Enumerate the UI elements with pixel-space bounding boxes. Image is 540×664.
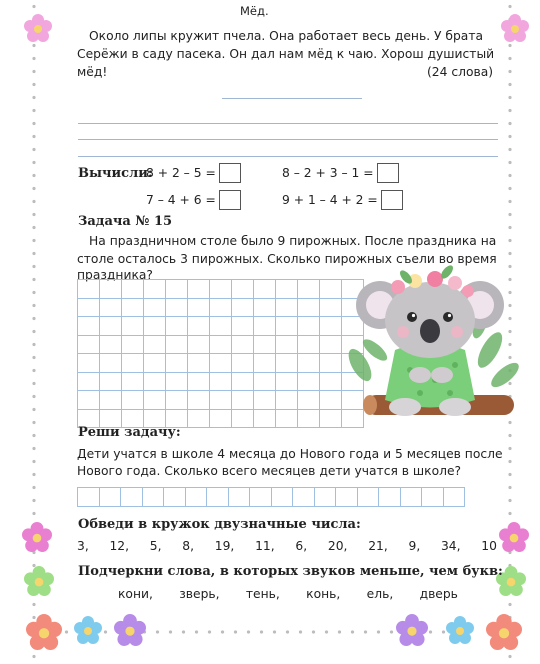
grid-cell[interactable] bbox=[298, 354, 320, 373]
grid-cell[interactable] bbox=[298, 409, 320, 428]
grid-cell[interactable] bbox=[210, 409, 232, 428]
grid-cell[interactable] bbox=[232, 280, 254, 299]
grid-cell[interactable] bbox=[188, 372, 210, 391]
grid-cell[interactable] bbox=[100, 280, 122, 299]
expression-text: 9 + 1 – 4 + 2 = bbox=[282, 193, 378, 207]
grid-cell[interactable] bbox=[122, 354, 144, 373]
grid-cell[interactable] bbox=[100, 372, 122, 391]
flower-icon bbox=[499, 522, 529, 552]
grid-cell[interactable] bbox=[276, 354, 298, 373]
grid-cell[interactable] bbox=[298, 391, 320, 410]
grid-cell[interactable] bbox=[100, 298, 122, 317]
grid-cell[interactable] bbox=[276, 391, 298, 410]
grid-cell[interactable] bbox=[142, 488, 164, 507]
writing-line bbox=[222, 98, 362, 99]
grid-cell[interactable] bbox=[298, 372, 320, 391]
grid-cell[interactable] bbox=[254, 335, 276, 354]
grid-cell[interactable] bbox=[188, 391, 210, 410]
flower-icon bbox=[24, 14, 52, 42]
word-item[interactable]: дверь bbox=[419, 587, 458, 601]
grid-cell[interactable] bbox=[210, 298, 232, 317]
grid-cell[interactable] bbox=[188, 354, 210, 373]
grid-cell[interactable] bbox=[276, 335, 298, 354]
number-item[interactable]: 9, bbox=[408, 539, 421, 553]
grid-cell[interactable] bbox=[78, 372, 100, 391]
flower-icon bbox=[24, 566, 54, 596]
grid-cell[interactable] bbox=[144, 298, 166, 317]
grid-cell[interactable] bbox=[254, 298, 276, 317]
number-item[interactable]: 3, bbox=[77, 539, 89, 553]
grid-cell[interactable] bbox=[144, 335, 166, 354]
word-item[interactable]: тень, bbox=[245, 587, 280, 601]
grid-cell[interactable] bbox=[188, 409, 210, 428]
grid-cell[interactable] bbox=[166, 280, 188, 299]
grid-cell[interactable] bbox=[232, 298, 254, 317]
flower-icon bbox=[22, 522, 52, 552]
grid-cell[interactable] bbox=[188, 335, 210, 354]
grid-cell[interactable] bbox=[298, 298, 320, 317]
grid-cell[interactable] bbox=[210, 317, 232, 336]
grid-cell[interactable] bbox=[320, 280, 342, 299]
number-item[interactable]: 21, bbox=[368, 539, 388, 553]
compute-label: Вычисли: bbox=[78, 166, 153, 181]
grid-cell[interactable] bbox=[185, 488, 207, 507]
grid-cell[interactable] bbox=[320, 298, 342, 317]
grid-cell[interactable] bbox=[379, 488, 401, 507]
grid-cell[interactable] bbox=[276, 409, 298, 428]
grid-cell[interactable] bbox=[422, 488, 444, 507]
writing-line bbox=[78, 156, 498, 157]
expression-3 bbox=[146, 190, 241, 210]
grid-cell[interactable] bbox=[78, 488, 100, 507]
grid-cell[interactable] bbox=[276, 280, 298, 299]
word-item[interactable]: кони, bbox=[118, 587, 153, 601]
task-15-line-1: На праздничном столе было 9 пирожных. После праздника на bbox=[89, 234, 497, 248]
koala-illustration bbox=[340, 255, 520, 435]
grid-cell[interactable] bbox=[320, 372, 342, 391]
dictation-line-1: Около липы кружит пчела. Она работает весь день. У брата bbox=[89, 29, 484, 43]
words-list bbox=[118, 587, 458, 601]
grid-cell[interactable] bbox=[336, 488, 358, 507]
grid-cell[interactable] bbox=[276, 372, 298, 391]
grid-cell[interactable] bbox=[210, 372, 232, 391]
grid-cell[interactable] bbox=[276, 298, 298, 317]
grid-cell[interactable] bbox=[78, 317, 100, 336]
grid-cell[interactable] bbox=[188, 280, 210, 299]
grid-cell[interactable] bbox=[100, 354, 122, 373]
answer-box[interactable] bbox=[377, 163, 399, 183]
grid-cell[interactable] bbox=[100, 335, 122, 354]
grid-cell[interactable] bbox=[228, 488, 250, 507]
number-item[interactable]: 6, bbox=[295, 539, 308, 553]
grid-cell[interactable] bbox=[78, 391, 100, 410]
grid-cell[interactable] bbox=[144, 280, 166, 299]
number-item[interactable]: 10 bbox=[481, 539, 497, 553]
grid-cell[interactable] bbox=[122, 317, 144, 336]
dictation-word-count: (24 слова) bbox=[427, 65, 494, 79]
grid-cell[interactable] bbox=[78, 335, 100, 354]
underline-task-title: Подчеркни слова, в которых звуков меньше, чем букв: bbox=[78, 564, 503, 579]
grid-cell[interactable] bbox=[320, 335, 342, 354]
circle-task-title: Обведи в кружок двузначные числа: bbox=[78, 517, 361, 532]
grid-cell[interactable] bbox=[166, 372, 188, 391]
answer-box[interactable] bbox=[381, 190, 403, 210]
grid-cell[interactable] bbox=[254, 354, 276, 373]
grid-cell[interactable] bbox=[271, 488, 293, 507]
grid-cell[interactable] bbox=[293, 488, 315, 507]
grid-cell[interactable] bbox=[276, 317, 298, 336]
number-item[interactable]: 34, bbox=[440, 539, 461, 553]
numbers-list bbox=[77, 539, 497, 553]
grid-cell[interactable] bbox=[210, 280, 232, 299]
word-item[interactable]: конь, bbox=[306, 587, 341, 601]
grid-cell[interactable] bbox=[122, 280, 144, 299]
grid-cell[interactable] bbox=[166, 391, 188, 410]
grid-cell[interactable] bbox=[166, 317, 188, 336]
grid-cell[interactable] bbox=[144, 354, 166, 373]
grid-cell[interactable] bbox=[188, 317, 210, 336]
number-item[interactable]: 20, bbox=[327, 539, 348, 553]
grid-cell[interactable] bbox=[232, 409, 254, 428]
answer-box[interactable] bbox=[219, 190, 241, 210]
grid-cell[interactable] bbox=[254, 391, 276, 410]
left-dotted-border bbox=[31, 0, 37, 664]
grid-cell[interactable] bbox=[400, 488, 422, 507]
writing-line bbox=[78, 123, 498, 124]
flower-icon bbox=[396, 614, 428, 646]
grid-cell[interactable] bbox=[232, 317, 254, 336]
expression-text: 8 – 2 + 3 – 1 = bbox=[282, 166, 374, 180]
solution-grid[interactable] bbox=[77, 279, 364, 428]
grid-cell[interactable] bbox=[298, 317, 320, 336]
header-word: Мёд. bbox=[240, 4, 269, 18]
number-item[interactable]: 19, bbox=[214, 539, 235, 553]
number-item[interactable]: 12, bbox=[109, 539, 130, 553]
grid-cell[interactable] bbox=[320, 354, 342, 373]
task-15-line-3: праздника? bbox=[77, 268, 153, 282]
solve-task-title: Реши задачу: bbox=[78, 425, 181, 440]
grid-cell[interactable] bbox=[166, 298, 188, 317]
flower-icon bbox=[114, 614, 146, 646]
grid-cell[interactable] bbox=[298, 280, 320, 299]
grid-cell[interactable] bbox=[320, 317, 342, 336]
solve-task-line-1: Дети учатся в школе 4 месяца до Нового года и 5 месяцев после bbox=[77, 447, 503, 461]
answer-box[interactable] bbox=[219, 163, 241, 183]
grid-cell[interactable] bbox=[232, 391, 254, 410]
grid-cell[interactable] bbox=[357, 488, 379, 507]
expression-4 bbox=[282, 190, 403, 210]
dictation-line-2: Серёжи в саду пасека. Он дал нам мёд к чаю. Хорош душистый bbox=[77, 47, 495, 61]
grid-cell[interactable] bbox=[122, 391, 144, 410]
grid-cell[interactable] bbox=[144, 372, 166, 391]
grid-cell[interactable] bbox=[232, 354, 254, 373]
word-item[interactable]: зверь, bbox=[179, 587, 220, 601]
grid-cell[interactable] bbox=[210, 354, 232, 373]
grid-cell[interactable] bbox=[122, 335, 144, 354]
writing-line bbox=[78, 139, 498, 140]
grid-cell[interactable] bbox=[443, 488, 465, 507]
grid-cell[interactable] bbox=[166, 335, 188, 354]
flower-icon bbox=[501, 14, 529, 42]
grid-cell[interactable] bbox=[210, 335, 232, 354]
expression-text: 8 + 2 – 5 = bbox=[146, 166, 216, 180]
expression-text: 7 – 4 + 6 = bbox=[146, 193, 216, 207]
grid-cell[interactable] bbox=[254, 372, 276, 391]
grid-cell[interactable] bbox=[232, 335, 254, 354]
grid-cell[interactable] bbox=[144, 391, 166, 410]
dictation-line-3-left: мёд! bbox=[77, 65, 108, 79]
grid-cell[interactable] bbox=[122, 372, 144, 391]
grid-cell[interactable] bbox=[144, 317, 166, 336]
solve-task-line-2: Нового года. Сколько всего месяцев дети учатся в школе? bbox=[77, 464, 462, 478]
number-item[interactable]: 11, bbox=[255, 539, 275, 553]
grid-cell[interactable] bbox=[78, 298, 100, 317]
grid-cell[interactable] bbox=[100, 317, 122, 336]
number-item[interactable]: 5, bbox=[149, 539, 162, 553]
flower-icon bbox=[26, 614, 62, 650]
grid-cell[interactable] bbox=[121, 488, 143, 507]
grid-cell[interactable] bbox=[207, 488, 229, 507]
grid-cell[interactable] bbox=[100, 391, 122, 410]
expression-1 bbox=[146, 163, 241, 183]
grid-cell[interactable] bbox=[250, 488, 272, 507]
flower-icon bbox=[486, 614, 522, 650]
flower-icon bbox=[446, 616, 474, 644]
grid-cell[interactable] bbox=[320, 391, 342, 410]
flower-icon bbox=[74, 616, 102, 644]
grid-cell[interactable] bbox=[254, 280, 276, 299]
grid-cell[interactable] bbox=[122, 298, 144, 317]
grid-cell[interactable] bbox=[314, 488, 336, 507]
grid-cell[interactable] bbox=[232, 372, 254, 391]
number-item[interactable]: 8, bbox=[182, 539, 195, 553]
grid-cell[interactable] bbox=[164, 488, 186, 507]
answer-strip-grid[interactable] bbox=[77, 487, 465, 507]
word-item[interactable]: ель, bbox=[366, 587, 394, 601]
grid-cell[interactable] bbox=[166, 354, 188, 373]
expression-2 bbox=[282, 163, 399, 183]
grid-cell[interactable] bbox=[298, 335, 320, 354]
grid-cell[interactable] bbox=[188, 298, 210, 317]
grid-cell[interactable] bbox=[254, 317, 276, 336]
grid-cell[interactable] bbox=[78, 354, 100, 373]
task-15-title: Задача № 15 bbox=[78, 214, 173, 229]
task-15-line-2: столе осталось 3 пирожных. Сколько пирожных съели во время bbox=[77, 252, 497, 266]
grid-cell[interactable] bbox=[254, 409, 276, 428]
grid-cell[interactable] bbox=[210, 391, 232, 410]
grid-cell[interactable] bbox=[320, 409, 342, 428]
grid-cell[interactable] bbox=[78, 280, 100, 299]
grid-cell[interactable] bbox=[99, 488, 121, 507]
